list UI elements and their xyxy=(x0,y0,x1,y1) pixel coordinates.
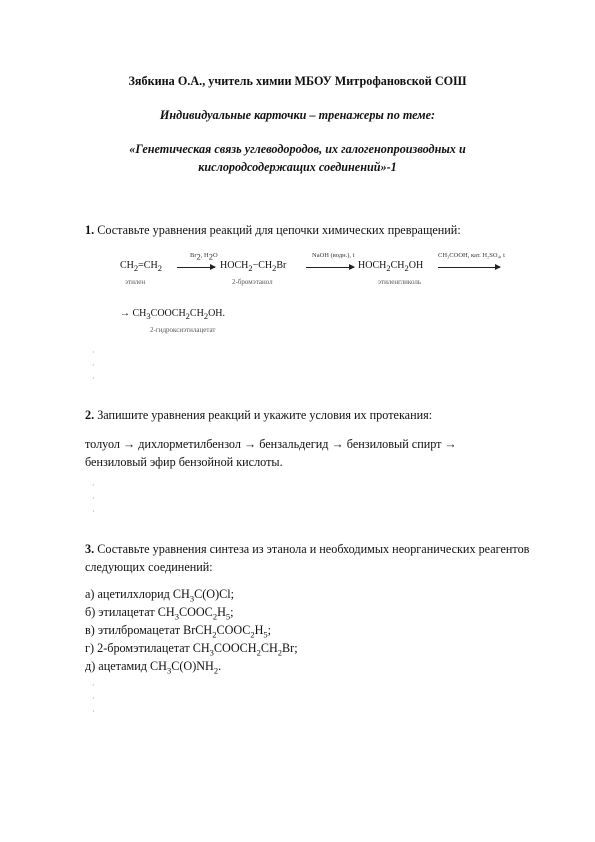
answer-dot: · xyxy=(92,507,95,516)
task-1-number: 1. xyxy=(85,223,95,237)
answer-dot: · xyxy=(92,361,95,370)
answer-dot: · xyxy=(92,374,95,383)
list-item: д) ацетамид $CH_3C(O)NH_2$. xyxy=(85,659,222,676)
task-1-text: Составьте уравнения реакций для цепочки химических превращений: xyxy=(97,223,461,237)
label-ethylene: этилен xyxy=(125,278,146,286)
label-hydroxyethyl-acetate: 2-гидроксиэтилацетат xyxy=(150,326,216,334)
answer-dot: · xyxy=(92,707,95,716)
author-line: Зябкина О.А., учитель химии МБОУ Митрофановской СОШ xyxy=(128,74,467,88)
arrow-1 xyxy=(177,267,215,268)
arrow-2 xyxy=(306,267,354,268)
topic-title-line2: кислородсодержащих соединений»-1 xyxy=(198,160,397,174)
task-3-heading xyxy=(85,540,535,576)
reaction-scheme xyxy=(120,252,520,342)
label-bromoethanol: 2-бромэтанол xyxy=(232,278,273,286)
task-2-heading xyxy=(85,406,535,424)
condition-2: NaOH (водн.), t xyxy=(312,252,355,259)
task-2-number: 2. xyxy=(85,408,95,422)
task-2-text: Запишите уравнения реакций и укажите условия их протекания: xyxy=(97,408,433,422)
answer-dot: · xyxy=(92,481,95,490)
answer-dot: · xyxy=(92,694,95,703)
list-item: в) этилбромацетат $BrCH_2COOC_2H_5$; xyxy=(85,623,272,640)
list-item: г) 2-бромэтилацетат $CH_3COOCH_2CH_2Br$; xyxy=(85,641,298,658)
list-item: б) этилацетат $CH_3COOC_2H_5$; xyxy=(85,605,234,622)
answer-dot: · xyxy=(92,681,95,690)
topic-title xyxy=(0,140,595,176)
task-1-heading xyxy=(85,221,535,239)
task-2-line2: бензиловый эфир бензойной кислоты. xyxy=(85,455,283,469)
task-3-number: 3. xyxy=(85,542,95,556)
arrow-3 xyxy=(438,267,500,268)
topic-title-line1: «Генетическая связь углеводородов, их галогенопроизводных и xyxy=(129,142,466,156)
compound-bromoethanol: $HOCH_2-CH_2Br$ xyxy=(220,260,287,273)
compound-ethylene-glycol: $HOCH_2CH_2OH$ xyxy=(358,260,424,273)
task-3-text: Составьте уравнения синтеза из этанола и необходимых неорганических реагентов следующих соединений: xyxy=(85,542,530,574)
task-2-line1: толуол → дихлорметилбензол → бензальдегид → бензиловый спирт → xyxy=(85,437,457,451)
compound-ethylene: $CH_2=CH_2$ xyxy=(120,260,162,273)
answer-dot: · xyxy=(92,348,95,357)
compound-hydroxyethyl-acetate: → $CH_3COOCH_2CH_2OH$. xyxy=(120,308,226,321)
condition-1: $Br_2$, $H_2O$ xyxy=(190,251,218,262)
answer-dot: · xyxy=(92,494,95,503)
label-ethylene-glycol: этиленгликоль xyxy=(378,278,422,286)
condition-3: CH₃COOH, кат. H₂SO₄, t xyxy=(438,252,505,259)
task-3-list xyxy=(85,585,535,675)
task-2-chain xyxy=(85,435,535,471)
list-item: а) ацетилхлорид $CH_3C(O)Cl$; xyxy=(85,587,235,604)
subtitle: Индивидуальные карточки – тренажеры по теме: xyxy=(159,108,436,122)
